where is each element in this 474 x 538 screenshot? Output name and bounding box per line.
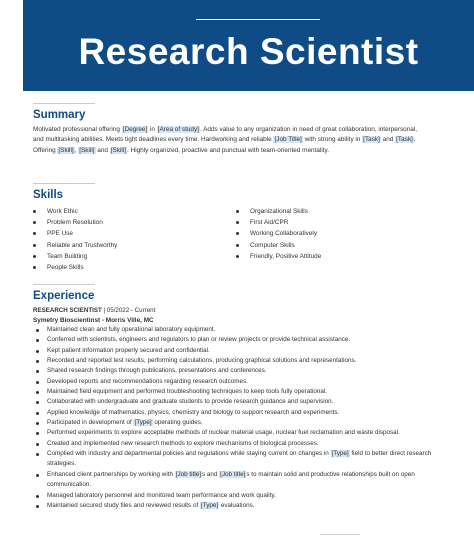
bullet-icon <box>36 432 39 435</box>
skills-list-right <box>236 206 439 273</box>
skill-item <box>33 240 236 251</box>
placeholder-token: [Skill] <box>79 146 95 154</box>
bullet-icon <box>36 443 39 446</box>
text-run: field to better direct research strategies. <box>47 450 432 468</box>
skill-label: Work Ethic <box>47 208 78 215</box>
bullet-icon <box>36 391 39 394</box>
skill-label: Computer Skills <box>250 241 295 249</box>
skills-section <box>33 183 453 273</box>
text-run: s and <box>201 470 220 478</box>
text-run: . Offering <box>33 136 416 154</box>
text-run: Maintained clean and fully operational laboratory equipment. <box>47 326 216 333</box>
text-run: in <box>148 126 157 133</box>
skill-label: Reliable and Trustworthy <box>47 241 118 249</box>
experience-section <box>33 284 453 511</box>
skill-item <box>33 251 236 262</box>
bullet-icon <box>36 474 39 477</box>
section-divider <box>33 103 95 104</box>
job-title: RESEARCH SCIENTIST <box>33 307 102 314</box>
text-run: and <box>380 136 396 144</box>
text-run: s to maintain solid and productive relationships built on open communication. <box>47 470 415 489</box>
skill-item <box>236 217 439 228</box>
skills-columns <box>33 206 453 273</box>
job-dates: | 05/2022 - Current <box>101 307 156 314</box>
placeholder-token: [Skill] <box>110 146 127 154</box>
experience-bullet <box>33 439 437 449</box>
bullet-icon <box>33 221 36 224</box>
experience-heading: Experience <box>33 290 95 302</box>
experience-bullet <box>33 335 437 345</box>
bullet-icon <box>33 210 36 213</box>
experience-bullet <box>33 325 437 335</box>
text-run: Applied knowledge of mathematics, physics, chemistry and biology to support research and experiments. <box>47 408 340 416</box>
experience-bullet <box>33 397 437 407</box>
page-footer-divider <box>320 534 360 535</box>
header-band <box>23 0 474 91</box>
experience-bullet <box>33 387 437 397</box>
text-run: Collaborated with undergraduate and graduate students to provide research guidance and supervision. <box>47 398 334 406</box>
placeholder-token: [Skill] <box>58 146 74 154</box>
text-run: Recorded and reported test results, performing calculations, producing graphical solutions and representations. <box>47 357 357 365</box>
skill-item <box>236 240 439 251</box>
experience-bullet <box>33 449 437 470</box>
text-run: Conferred with scientists, engineers and regulators to plan or review projects or provide technical assistance. <box>47 336 351 344</box>
skill-item <box>33 206 236 217</box>
page-title: Research Scientist <box>78 31 419 72</box>
placeholder-token: [Degree] <box>122 126 148 133</box>
summary-heading: Summary <box>33 109 86 121</box>
bullet-icon <box>36 495 39 498</box>
skill-label: People Skills <box>47 264 84 272</box>
summary-paragraph <box>33 125 425 156</box>
skill-item <box>33 217 236 228</box>
skill-item <box>236 206 439 217</box>
text-run: Maintained field equipment and performed troubleshooting techniques to keep tools fully operational. <box>47 388 328 396</box>
text-run: operating guides. <box>152 419 203 427</box>
skill-item <box>236 228 439 239</box>
bullet-icon <box>33 266 36 269</box>
skills-list-left <box>33 206 236 273</box>
company-name: Symetry Bioscientinst - Morris Ville, MC <box>33 316 154 324</box>
text-run: with strong ability in <box>302 136 363 144</box>
bullet-icon <box>236 221 239 224</box>
text-run: Developed reports and recommendations regarding research outcomes. <box>47 377 248 385</box>
bullet-icon <box>33 232 36 235</box>
bullet-icon <box>36 381 39 384</box>
experience-bullet <box>33 377 437 387</box>
bullet-icon <box>36 339 39 342</box>
bullet-icon <box>236 210 239 213</box>
bullet-icon <box>36 401 39 404</box>
section-divider <box>33 183 95 184</box>
experience-bullet <box>33 366 437 376</box>
bullet-icon <box>36 412 39 415</box>
bullet-icon <box>36 370 39 373</box>
placeholder-token: [Type] <box>331 450 349 458</box>
placeholder-token: [Task] <box>396 136 413 144</box>
text-run: Kept patient information properly secured and confidential. <box>47 346 210 354</box>
text-run: Shared research findings through publications, presentations and conferences. <box>47 367 267 375</box>
text-run: and <box>95 146 110 154</box>
text-run: evaluations. <box>219 501 255 509</box>
experience-bullet <box>33 346 437 356</box>
skill-item <box>236 251 439 262</box>
bullet-icon <box>36 360 39 363</box>
experience-bullet <box>33 408 437 418</box>
bullet-icon <box>36 422 39 425</box>
experience-bullet <box>33 501 437 511</box>
skill-item <box>33 228 236 239</box>
experience-bullet <box>33 491 437 501</box>
placeholder-token: [Type] <box>134 419 152 427</box>
bullet-icon <box>36 505 39 508</box>
skills-heading: Skills <box>33 189 64 201</box>
experience-bullet <box>33 418 437 428</box>
placeholder-token: [Job title] <box>220 470 246 478</box>
skill-label: Team Building <box>47 252 88 260</box>
bullet-icon <box>236 255 239 258</box>
text-run: Complied with industry and departmental policies and regulations while staying current on changes in <box>47 450 331 458</box>
skill-label: Friendly, Positive Attitude <box>250 252 322 260</box>
skill-label: Problem Resolution <box>47 219 103 227</box>
experience-bullet <box>33 428 437 438</box>
header-divider <box>196 19 320 20</box>
placeholder-token: [Task] <box>363 136 380 144</box>
placeholder-token: [Type] <box>200 501 219 509</box>
placeholder-token: [Area of study] <box>157 126 199 133</box>
text-run: Managed laboratory personnel and monitored team performance and work quality. <box>47 491 276 499</box>
skill-item <box>33 262 236 273</box>
bullet-icon <box>36 329 39 332</box>
placeholder-token: [Job Title] <box>274 136 302 144</box>
skill-label: Working Collaboratively <box>250 230 318 238</box>
text-run: , <box>74 146 79 154</box>
skill-label: First Aid/CPR <box>250 219 289 227</box>
experience-bullets <box>33 325 453 511</box>
bullet-icon <box>236 232 239 235</box>
text-run: . Highly organized, proactive and punctual with team-oriented mentality. <box>127 146 330 154</box>
text-run: Participated in development of <box>47 419 134 427</box>
text-run: Motivated professional offering <box>33 126 122 133</box>
bullet-icon <box>33 244 36 247</box>
text-run: Maintained secured study files and reviewed results of <box>47 501 200 509</box>
bullet-icon <box>33 255 36 258</box>
experience-bullet <box>33 356 437 366</box>
text-run: . Adds value to any organization in need of great collaboration, interpersonal, and multitasking abilities. Meets tight deadlines every time. Hardworking and reliable <box>33 126 418 144</box>
skill-label: Organizational Skills <box>250 208 308 215</box>
summary-section <box>33 103 453 156</box>
text-run: Created and implemented new research methods to explore mechanisms of biological processes. <box>47 439 319 447</box>
text-run: Enhanced client partnerships by working with <box>47 470 175 478</box>
bullet-icon <box>236 244 239 247</box>
experience-bullet <box>33 470 437 491</box>
bullet-icon <box>36 453 39 456</box>
job-header <box>33 306 453 316</box>
skill-label: PPE Use <box>47 230 73 238</box>
text-run: Performed experiments to explore acceptable methods of nuclear material usage, nuclear fuel reclamation and waste disposal. <box>47 429 400 437</box>
bullet-icon <box>36 350 39 353</box>
placeholder-token: [Job title] <box>175 470 201 478</box>
section-divider <box>33 284 95 285</box>
